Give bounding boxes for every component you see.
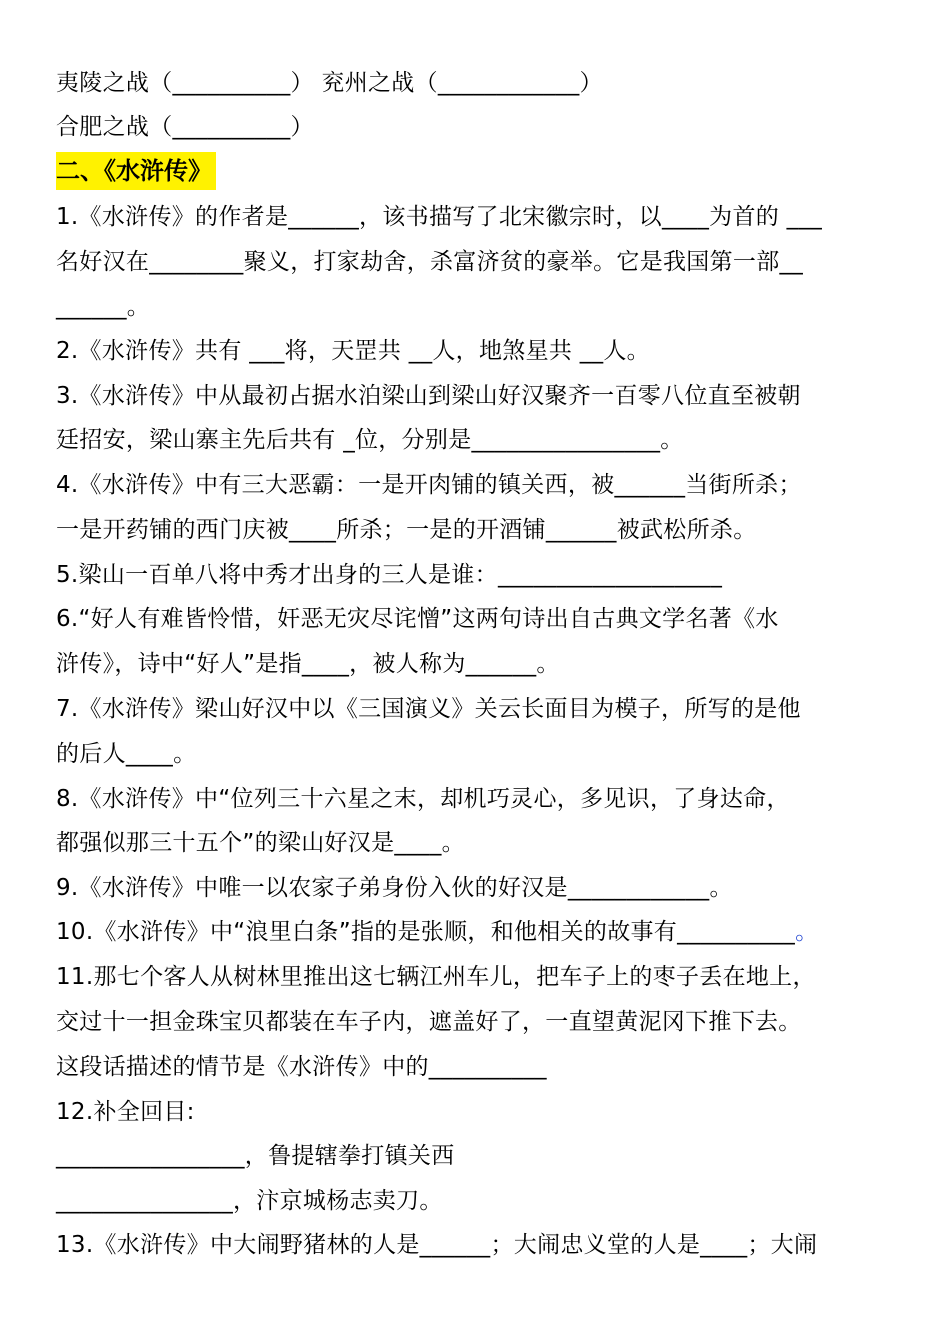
text-line-1: 夷陵之战（__________） 兖州之战（____________） <box>56 70 603 96</box>
text-line-4: 1.《水浒传》的作者是______，该书描写了北宋徽宗时，以____为首的 ___ <box>56 204 823 230</box>
text-line-10: 4.《水浒传》中有三大恶霸：一是开肉铺的镇关西，被______当街所杀； <box>56 472 802 498</box>
section-heading: 二、《水浒传》 <box>56 152 216 190</box>
text-line-23: 这段话描述的情节是《水浒传》中的__________ <box>56 1054 547 1080</box>
text-line-9: 廷招安，梁山寨主先后共有 _位，分别是________________。 <box>56 427 684 453</box>
text-line-14: 浒传》，诗中“好人”是指____，被人称为______。 <box>56 651 560 677</box>
text-line-18: 都强似那三十五个”的梁山好汉是____。 <box>56 830 465 856</box>
text-line-12: 5.梁山一百单八将中秀才出身的三人是谁：___________________ <box>56 562 723 588</box>
text-line-24: 12.补全回目: <box>56 1099 195 1125</box>
text-line-7: 2.《水浒传》共有 ___将，天罡共 __人，地煞星共 __人。 <box>56 338 650 364</box>
text-line-26: _______________，汴京城杨志卖刀。 <box>56 1188 443 1214</box>
text-line-21: 11.那七个客人从树林里推出这七辆江州车儿，把车子上的枣子丢在地上， <box>56 964 816 990</box>
text-line-20 <box>56 917 818 947</box>
text-line-5: 名好汉在________聚义，打家劫舍，杀富济贫的豪举。它是我国第一部__ <box>56 249 804 275</box>
text-line-20-body: 10.《水浒传》中“浪里白条”指的是张顺，和他相关的故事有__________ <box>56 919 796 945</box>
text-line-25: ________________，鲁提辖拳打镇关西 <box>56 1143 455 1169</box>
text-line-11: 一是开药铺的西门庆被____所杀；一是的开酒铺______被武松所杀。 <box>56 517 757 543</box>
text-line-15: 7.《水浒传》梁山好汉中以《三国演义》关云长面目为模子，所写的是他 <box>56 696 801 722</box>
text-line-6: ______。 <box>56 294 151 320</box>
text-line-2: 合肥之战（__________） <box>56 114 314 140</box>
text-line-22: 交过十一担金珠宝贝都装在车子内，遮盖好了，一直望黄泥冈下推下去。 <box>56 1009 802 1035</box>
text-line-19: 9.《水浒传》中唯一以农家子弟身份入伙的好汉是____________。 <box>56 875 733 901</box>
text-line-17: 8.《水浒传》中“位列三十六星之末，却机巧灵心，多见识，了身达命， <box>56 786 790 812</box>
text-line-8: 3.《水浒传》中从最初占据水泊梁山到梁山好汉聚齐一百零八位直至被朝 <box>56 383 801 409</box>
text-line-13: 6.“好人有难皆怜惜，奸恶无灾尽诧憎”这两句诗出自古典文学名著《水 <box>56 606 779 632</box>
text-line-16: 的后人____。 <box>56 741 197 767</box>
blue-period: 。 <box>795 919 819 945</box>
text-line-27: 13.《水浒传》中大闹野猪林的人是______；大闹忠义堂的人是____；大闹 <box>56 1232 818 1258</box>
